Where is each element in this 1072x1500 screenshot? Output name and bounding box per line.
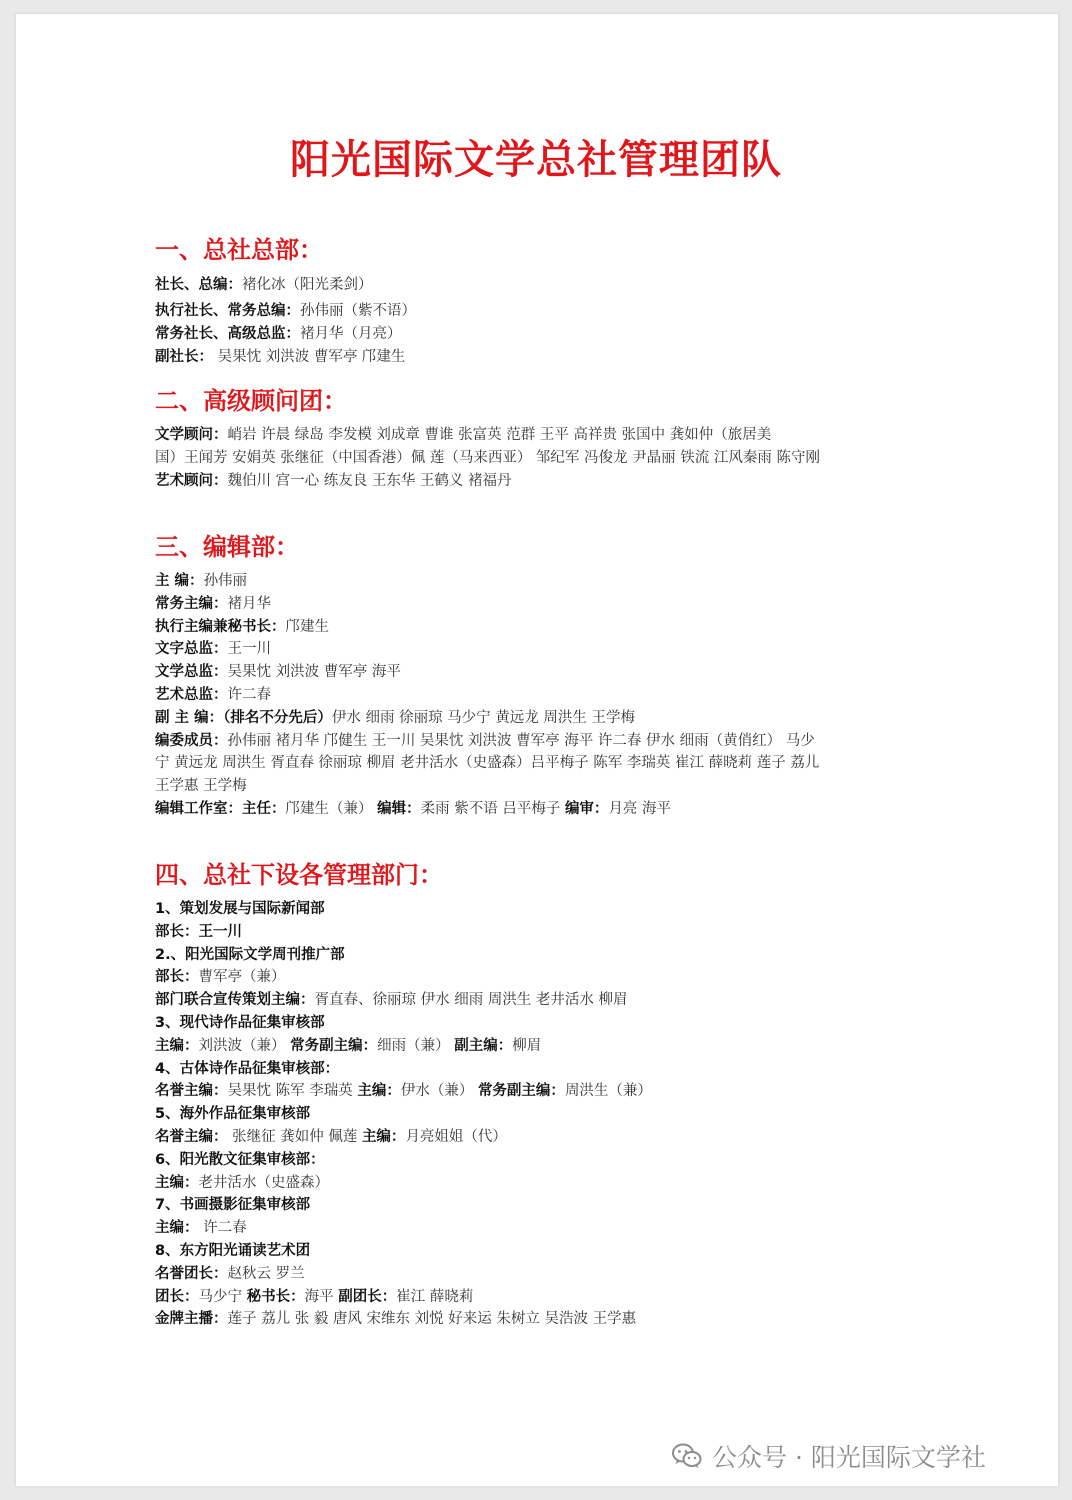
field-value: 褚化冰（阳光柔剑） xyxy=(242,277,373,293)
field-value: 孙伟丽（紫不语） xyxy=(300,303,416,319)
field-value: 细雨（兼） xyxy=(377,1038,455,1054)
field-value: 许二春 xyxy=(227,687,271,703)
info-line xyxy=(155,346,925,368)
field-label: 副主编： xyxy=(454,1038,513,1054)
info-line xyxy=(155,1172,925,1194)
field-label: 执行主编兼秘书长： xyxy=(155,619,286,635)
field-label: 名誉主编： xyxy=(155,1129,228,1145)
field-label: 编委成员： xyxy=(155,733,228,749)
field-label: 主编： xyxy=(357,1083,401,1099)
field-label: 部长：王一川 xyxy=(155,924,242,940)
field-value: 许二春 xyxy=(198,1220,247,1236)
field-value: 月亮姐姐（代） xyxy=(405,1129,507,1145)
info-line xyxy=(155,1080,925,1102)
field-value: 吴果忱 刘洪波 曹军亭 海平 xyxy=(227,664,401,680)
field-value: 王学惠 王学梅 xyxy=(155,778,247,794)
field-label: 编审： xyxy=(564,801,609,817)
info-line xyxy=(155,944,925,966)
field-value: 张继征 龚如仲 佩莲 xyxy=(227,1129,362,1145)
field-label: 执行社长、常务总编： xyxy=(155,303,300,319)
field-label: 常务副主编： xyxy=(477,1083,565,1099)
wechat-watermark xyxy=(672,1438,986,1474)
watermark-text: 公众号 · 阳光国际文学社 xyxy=(712,1443,986,1472)
field-value: 老井活水（史盛森） xyxy=(198,1175,329,1191)
field-label: 副 主 编：（排名不分先后） xyxy=(155,710,332,726)
field-value: 孙伟丽 褚月华 邝健生 王一川 吴果忱 刘洪波 曹军亭 海平 许二春 伊水 细雨（黄俏红） 马少 xyxy=(227,733,815,749)
field-label: 编辑工作室：主任： xyxy=(155,801,286,817)
info-line xyxy=(155,1103,925,1125)
field-value: 伊水（兼） xyxy=(400,1083,478,1099)
field-value: 峭岩 许晨 绿岛 李发模 刘成章 曹谁 张富英 范群 王平 高祥贵 张国中 龚如仲（旅居美 xyxy=(227,427,772,443)
field-value: 魏伯川 宫一心 练友良 王东华 王鹤义 褚福丹 xyxy=(227,473,512,489)
field-label: 编辑： xyxy=(377,801,421,817)
field-value: 吴果忱 陈军 李瑞英 xyxy=(227,1083,358,1099)
info-line xyxy=(155,274,925,296)
field-value: 柔雨 紫不语 吕平梅子 xyxy=(420,801,565,817)
department-title: 8、东方阳光诵读艺术团 xyxy=(155,1243,311,1259)
field-label: 社长、总编： xyxy=(155,277,242,293)
field-label: 部长： xyxy=(155,969,199,985)
info-line xyxy=(155,966,925,988)
field-value: 赵秋云 罗兰 xyxy=(227,1266,305,1282)
field-label: 名誉团长： xyxy=(155,1266,228,1282)
info-line xyxy=(155,661,925,683)
field-value: 月亮 海平 xyxy=(608,801,672,817)
field-value: 胥直春、徐丽琼 伊水 细雨 周洪生 老井活水 柳眉 xyxy=(314,992,628,1008)
field-label: 秘书长： xyxy=(246,1289,305,1305)
info-line xyxy=(155,1126,925,1148)
info-line xyxy=(155,707,925,729)
field-label: 艺术总监： xyxy=(155,687,228,703)
field-label: 常务主编： xyxy=(155,596,228,612)
field-label: 名誉主编： xyxy=(155,1083,228,1099)
field-label: 副社长： xyxy=(155,349,213,365)
field-value: 曹军亭（兼） xyxy=(198,969,286,985)
field-value: 王一川 xyxy=(227,641,271,657)
field-value: 崔江 薛晓莉 xyxy=(396,1289,474,1305)
info-line xyxy=(155,1194,925,1216)
info-line xyxy=(155,1240,925,1262)
field-value: 周洪生（兼） xyxy=(564,1083,652,1099)
info-line xyxy=(155,447,925,469)
department-title: 7、书画摄影征集审核部 xyxy=(155,1197,311,1213)
section-heading-departments: 四、总社下设各管理部门： xyxy=(155,861,443,889)
section-heading-headquarters: 一、总社总部： xyxy=(155,236,323,264)
field-value: 莲子 荔儿 张 毅 唐风 宋维东 刘悦 好来运 朱树立 吴浩波 王学惠 xyxy=(227,1311,637,1327)
field-value: 褚月华 xyxy=(227,596,271,612)
info-line xyxy=(155,616,925,638)
department-title: 1、策划发展与国际新闻部 xyxy=(155,901,325,917)
info-line xyxy=(155,1286,925,1308)
field-value: 柳眉 xyxy=(512,1038,542,1054)
field-value: 海平 xyxy=(304,1289,339,1305)
info-line xyxy=(155,1217,925,1239)
info-line xyxy=(155,684,925,706)
department-title: 2.、阳光国际文学周刊推广部 xyxy=(155,947,345,963)
info-line xyxy=(155,424,925,446)
field-label: 艺术顾问： xyxy=(155,473,228,489)
info-line xyxy=(155,593,925,615)
info-line xyxy=(155,1308,925,1330)
field-value: 宁 黄远龙 周洪生 胥直春 徐丽琼 柳眉 老井活水（史盛森）吕平梅子 陈军 李瑞英 崔江 薛晓莉 莲子 荔儿 xyxy=(155,755,820,771)
field-value: 褚月华（月亮） xyxy=(300,326,402,342)
info-line xyxy=(155,752,925,774)
field-label: 主编： xyxy=(361,1129,406,1145)
info-line xyxy=(155,323,925,345)
field-value: 孙伟丽 xyxy=(203,573,248,589)
field-label: 文学总监： xyxy=(155,664,228,680)
department-title: 6、阳光散文征集审核部： xyxy=(155,1152,325,1168)
field-label: 常务副主编： xyxy=(290,1038,378,1054)
field-label: 金牌主播： xyxy=(155,1311,228,1327)
info-line xyxy=(155,1263,925,1285)
field-label: 副团长： xyxy=(338,1289,397,1305)
field-label: 文字总监： xyxy=(155,641,228,657)
info-line xyxy=(155,638,925,660)
document-title: 阳光国际文学总社管理团队 xyxy=(290,137,782,183)
info-line xyxy=(155,1035,925,1057)
field-label: 主 编： xyxy=(155,573,204,589)
info-line xyxy=(155,300,925,322)
field-label: 团长： xyxy=(155,1289,199,1305)
wechat-icon xyxy=(672,1443,702,1469)
info-line xyxy=(155,1012,925,1034)
info-line xyxy=(155,775,925,797)
field-value: 马少宁 xyxy=(198,1289,247,1305)
info-line xyxy=(155,1058,925,1080)
info-line xyxy=(155,798,925,820)
department-title: 4、古体诗作品征集审核部： xyxy=(155,1061,340,1077)
field-label: 常务社长、高级总监： xyxy=(155,326,300,342)
field-value: 吴果忱 刘洪波 曹军亭 邝建生 xyxy=(213,349,406,365)
field-label: 文学顾问： xyxy=(155,427,228,443)
info-line xyxy=(155,730,925,752)
field-label: 部门联合宣传策划主编： xyxy=(155,992,315,1008)
field-value: 邝建生 xyxy=(285,619,329,635)
field-label: 主编： xyxy=(155,1175,199,1191)
field-value: 邝建生（兼） xyxy=(285,801,378,817)
section-heading-advisors: 二、高级顾问团： xyxy=(155,387,347,415)
info-line xyxy=(155,1149,925,1171)
department-title: 3、现代诗作品征集审核部 xyxy=(155,1015,325,1031)
field-value: 国）王闻芳 安娟英 张继征（中国香港）佩 莲（马来西亚） 邹纪军 冯俊龙 尹晶丽 铁流 江风秦雨 陈守刚 xyxy=(155,450,820,466)
department-title: 5、海外作品征集审核部 xyxy=(155,1106,311,1122)
field-label: 主编： xyxy=(155,1220,199,1236)
info-line xyxy=(155,898,925,920)
info-line xyxy=(155,570,925,592)
info-line xyxy=(155,921,925,943)
section-heading-editorial: 三、编辑部： xyxy=(155,533,299,561)
info-line xyxy=(155,989,925,1011)
info-line xyxy=(155,470,925,492)
field-value: 伊水 细雨 徐丽琼 马少宁 黄远龙 周洪生 王学梅 xyxy=(331,710,636,726)
field-value: 刘洪波（兼） xyxy=(198,1038,291,1054)
field-label: 主编： xyxy=(155,1038,199,1054)
